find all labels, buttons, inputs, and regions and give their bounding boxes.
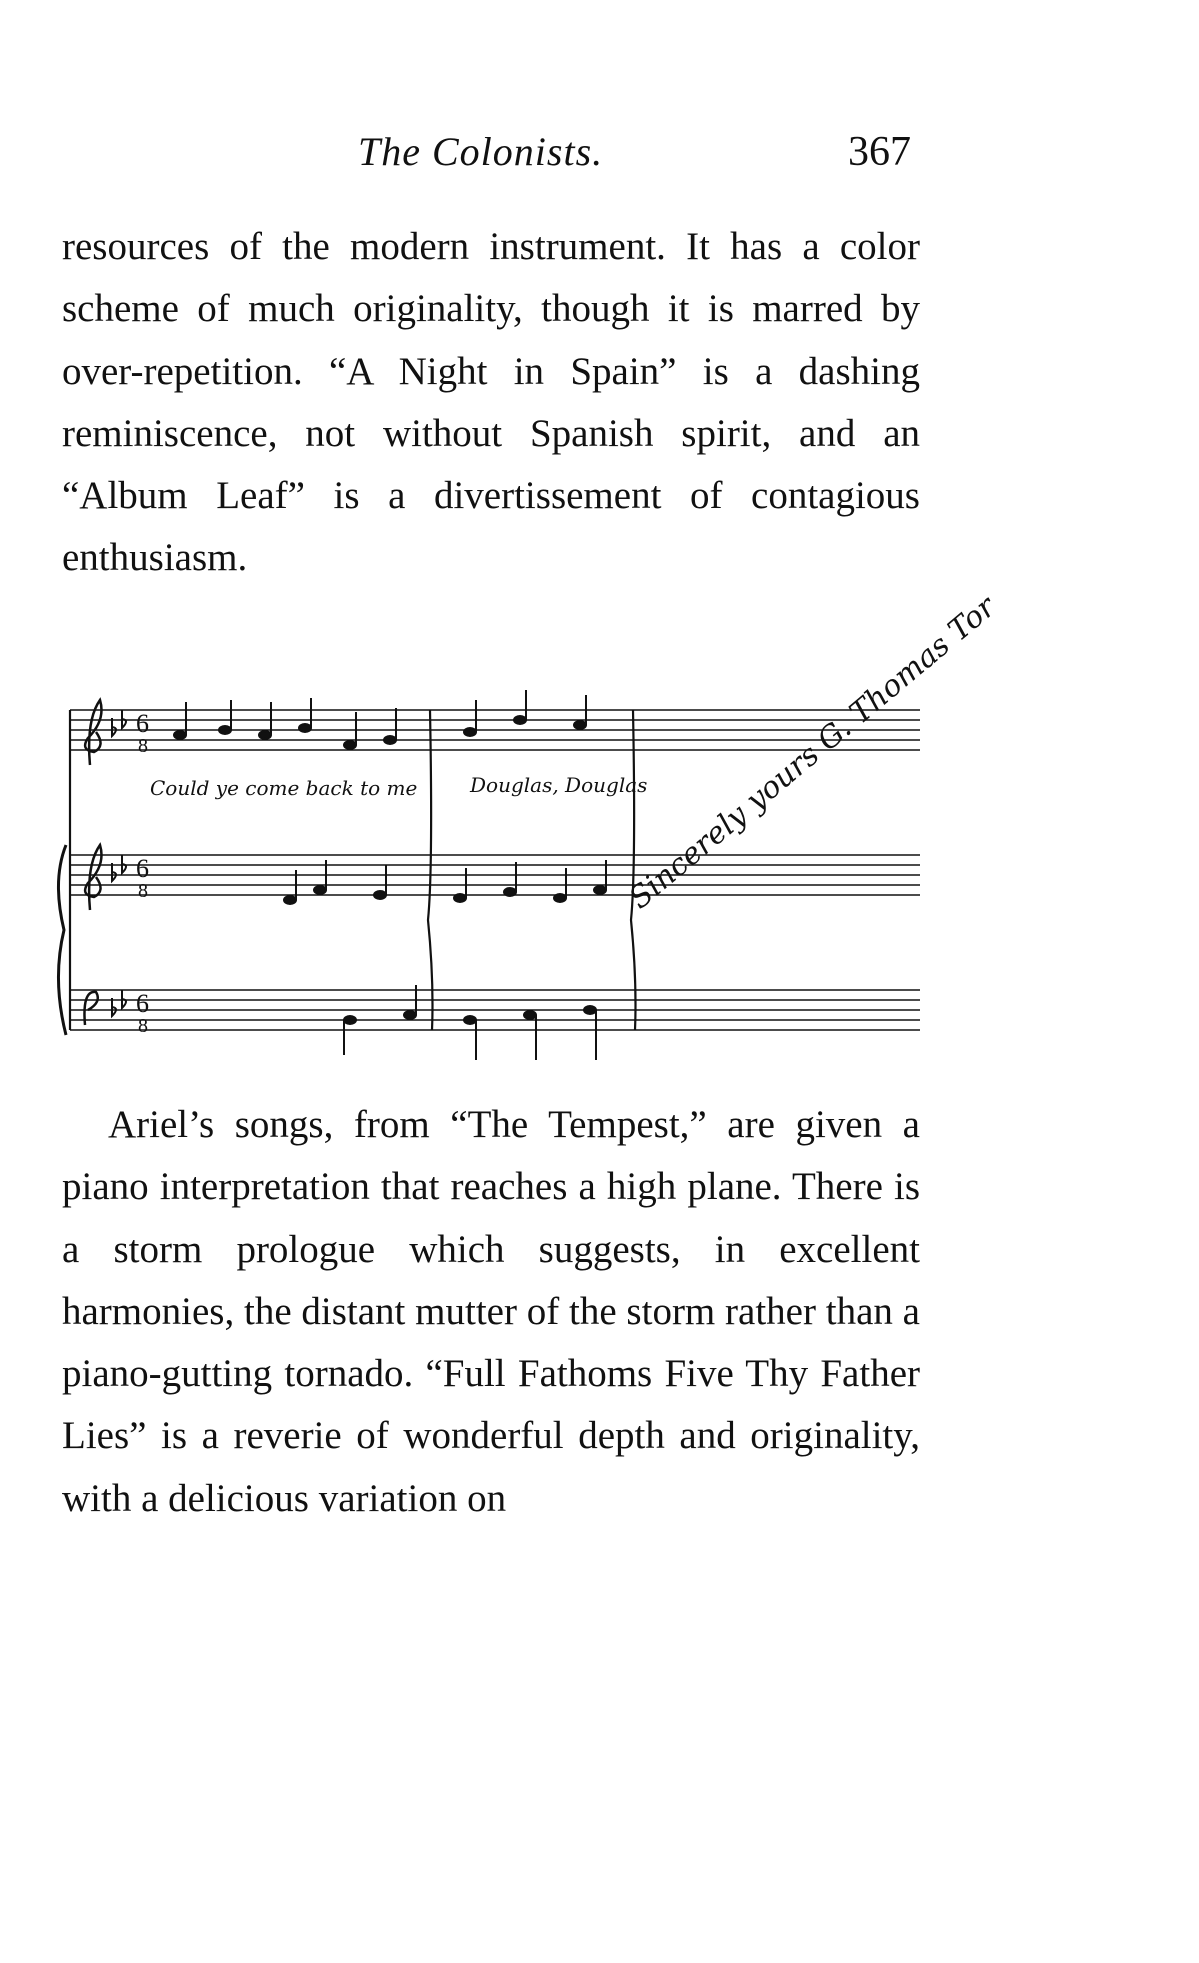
staff-bass-piano <box>70 990 920 1030</box>
lyrics-line-1: Could ye come back to me <box>150 776 418 800</box>
paragraph-1: resources of the modern instrument. It has a color scheme of much originality, though it is marred by over-repetition. “A Night in Spain” is a dashing reminiscence, not without Spanish spirit, and an “Album Leaf” is a divertissement of contagious enthusiasm. <box>62 225 920 580</box>
svg-text:6: 6 <box>136 854 149 883</box>
clefs <box>84 700 101 1025</box>
staff-treble-piano <box>70 855 920 895</box>
lyrics-line-2: Douglas, Douglas <box>470 773 648 797</box>
handwritten-signature: Sincerely yours G. Thomas Tor <box>622 589 1003 917</box>
svg-text:8: 8 <box>138 880 148 902</box>
music-facsimile <box>50 589 1003 1100</box>
running-title: The Colonists. <box>358 129 604 174</box>
barlines <box>70 710 636 1030</box>
page-header <box>0 128 1199 178</box>
svg-text:6: 6 <box>136 709 149 738</box>
system-brace <box>58 845 66 1035</box>
svg-text:6: 6 <box>136 989 149 1018</box>
page-number: 367 <box>848 129 911 175</box>
staff-treble-voice <box>70 710 920 750</box>
svg-text:8: 8 <box>138 1015 148 1037</box>
paragraph-2: Ariel’s songs, from “The Tempest,” are given a piano interpretation that reaches a high plane. There is a storm prologue which suggests, in excellent harmonies, the distant mutter of the storm rather than a piano-gutting tornado. “Full Fathoms Five Thy Father Lies” is a reverie of wonderful depth and originality, with a delicious variation on <box>62 1103 920 1520</box>
svg-text:8: 8 <box>138 735 148 757</box>
key-and-time-signatures <box>112 709 149 1037</box>
